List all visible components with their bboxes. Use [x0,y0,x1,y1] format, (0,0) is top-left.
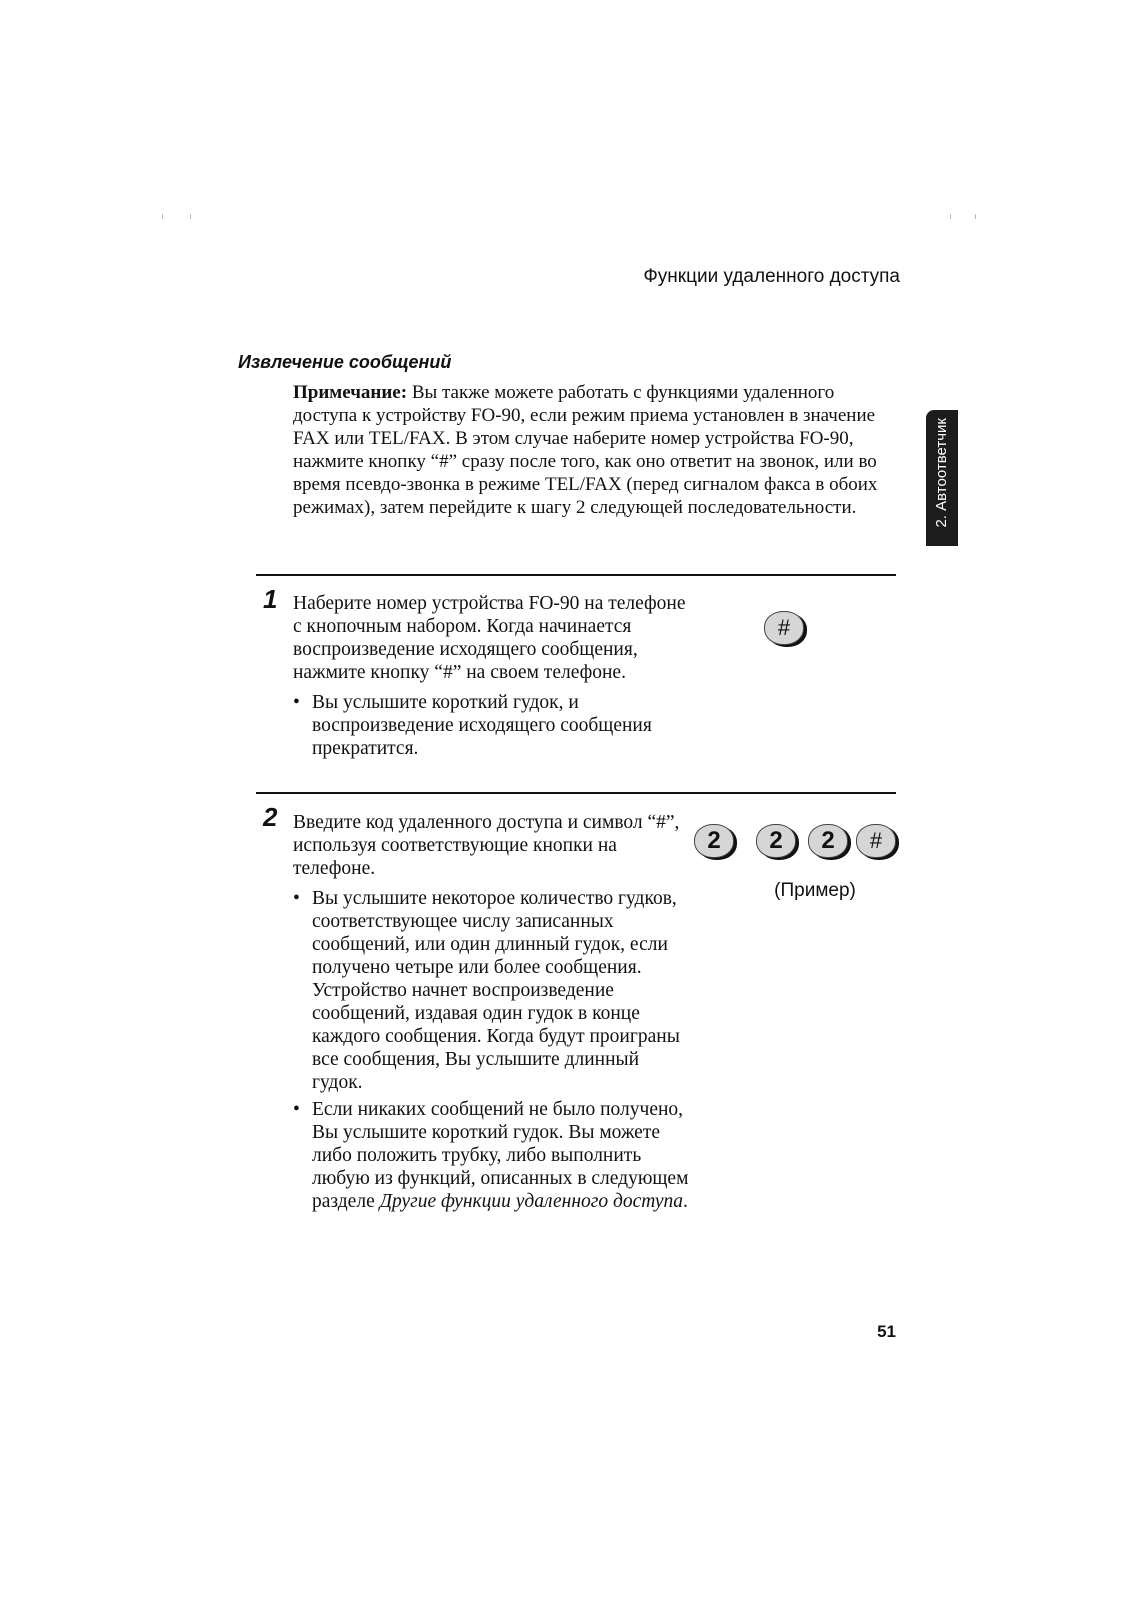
step-instruction: Введите код удаленного доступа и символ “#”, используя соответствующие кнопки на телефоне. [293,812,680,879]
step-number: 1 [263,584,278,614]
bullet-end: . [683,1191,688,1212]
running-header: Функции удаленного доступа [643,266,900,287]
section-reference: Другие функции удаленного доступа [379,1191,684,1212]
step-divider [256,574,896,576]
crop-mark [162,214,163,219]
digit-key-icon: 2 [808,824,848,858]
crop-mark [190,214,191,219]
digit-key-icon: 2 [756,824,796,858]
step-bullets [293,887,693,1213]
step-instruction: Наберите номер устройства FO-90 на телефоне с кнопочным набором. Когда начинается воспроизведение исходящего сообщения, нажмите кнопку “#” на своем телефоне. [293,593,686,683]
chapter-tab-label: 2. Автоответчик [933,418,950,528]
crop-mark [950,214,951,219]
bullet-item: • Вы услышите некоторое количество гудков, соответствующее числу записанных сообщений, или один длинный гудок, если получено четыре или более сообщения. Устройство начнет воспроизведение сообщений, издавая один гудок в конце каждого сообщения. Когда будут проиграны все сообщения, Вы услышите длинный гудок. [293,887,693,1094]
page-number: 51 [877,1322,896,1341]
example-caption: (Пример) [774,880,856,901]
step-bullets [293,691,693,760]
section-title: Извлечение сообщений [238,352,452,372]
step-2-body [293,811,693,1217]
note-block [293,381,883,519]
hash-key-icon: # [856,824,896,858]
digit-key-icon: 2 [694,824,734,858]
hash-key-icon: # [764,611,804,645]
bullet-item [293,1098,693,1213]
step-divider [256,792,896,794]
bullet-item: • Вы услышите короткий гудок, и воспроизведение исходящего сообщения прекратится. [293,691,693,760]
note-lead: Примечание: [293,382,408,403]
step-1-body [293,592,693,764]
bullet-text: Если никаких сообщений не было получено, Вы услышите короткий гудок. Вы можете либо положить трубку, либо выполнить любую из функций, описанных в следующем разделе [312,1099,689,1212]
crop-mark [975,214,976,219]
chapter-tab [926,410,958,546]
note-text: Вы также можете работать с функциями удаленного доступа к устройству FO-90, если режим приема установлен в значение FAX или TEL/FAX. В этом случае наберите номер устройства FO-90, нажмите кнопку “#” сразу после того, как оно ответит на звонок, или во время псевдо-звонка в режиме TEL/FAX (перед сигналом факса в обоих режимах), затем перейдите к шагу 2 следующей последовательности. [293,382,878,518]
step-number: 2 [263,802,278,832]
